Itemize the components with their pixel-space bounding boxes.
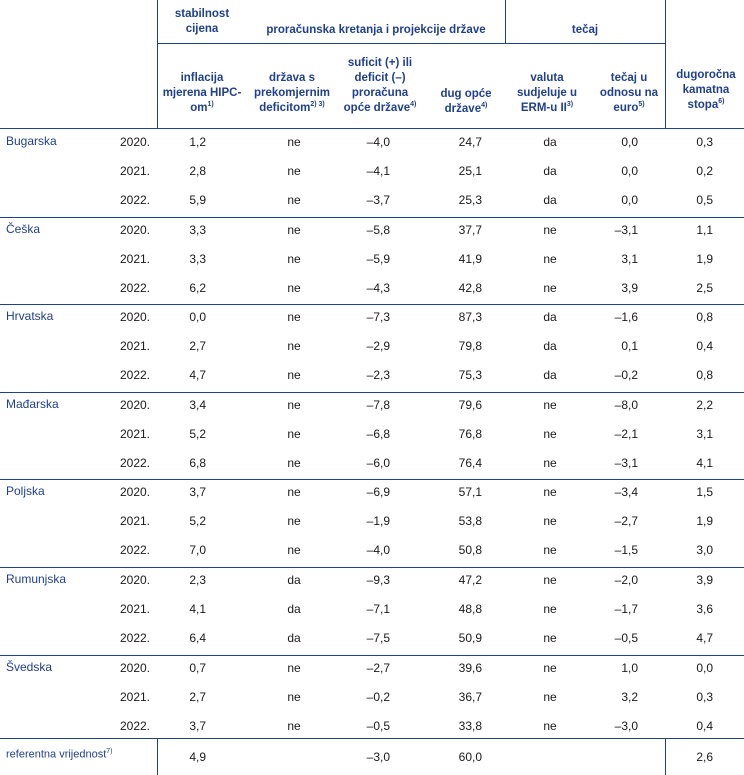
cell-debt: 75,3 [458,368,482,382]
group-rule [0,567,744,568]
cell-fx: –0,2 [614,368,638,382]
cell-erm: da [543,310,557,324]
header-debt: dug opće države$^{4)}$ [440,88,492,115]
cell-surplus: –7,5 [366,631,390,645]
cell-hicp: 5,9 [189,193,206,207]
cell-rate: 0,5 [696,193,713,207]
reference-debt: 60,0 [458,750,482,764]
country-name: Hrvatska [6,309,54,323]
header-exchange: tečaj [571,24,599,36]
cell-year: 2021. [119,690,150,704]
cell-debt: 47,2 [458,573,482,587]
cell-debt: 76,8 [458,427,482,441]
cell-year: 2022. [119,456,150,470]
cell-hicp: 4,1 [189,602,206,616]
cell-excessive: da [287,602,301,616]
cell-fx: –3,1 [614,456,638,470]
cell-year: 2020. [119,661,150,675]
cell-excessive: ne [287,193,301,207]
cell-excessive: ne [287,690,301,704]
cell-year: 2021. [119,427,150,441]
cell-surplus: –4,3 [366,281,390,295]
cell-erm: ne [543,485,557,499]
cell-hicp: 3,7 [189,719,206,733]
cell-debt: 39,6 [458,661,482,675]
cell-debt: 76,4 [458,456,482,470]
country-name: Bugarska [6,134,57,148]
cell-rate: 1,1 [696,223,713,237]
cell-year: 2022. [119,543,150,557]
cell-surplus: –1,9 [366,514,390,528]
header-price-stability: stabilnost cijena [174,8,230,35]
cell-rate: 1,9 [696,252,713,266]
cell-fx: 0,0 [621,135,638,149]
cell-surplus: –4,0 [366,135,390,149]
cell-hicp: 6,2 [189,281,206,295]
col-divider [665,0,666,129]
cell-hicp: 2,3 [189,573,206,587]
cell-year: 2022. [119,281,150,295]
cell-rate: 0,8 [696,310,713,324]
reference-hicp: 4,9 [189,750,206,764]
cell-erm: ne [543,398,557,412]
cell-fx: 3,1 [621,252,638,266]
cell-rate: 0,2 [696,164,713,178]
cell-hicp: 6,4 [189,631,206,645]
cell-surplus: –7,3 [366,310,390,324]
cell-erm: da [543,164,557,178]
cell-fx: 0,0 [621,164,638,178]
cell-surplus: –7,8 [366,398,390,412]
cell-hicp: 0,7 [189,661,206,675]
cell-hicp: 3,3 [189,252,206,266]
cell-surplus: –5,9 [366,252,390,266]
cell-excessive: ne [287,135,301,149]
cell-excessive: ne [287,661,301,675]
cell-surplus: –3,7 [366,193,390,207]
cell-excessive: ne [287,164,301,178]
cell-surplus: –6,9 [366,485,390,499]
cell-excessive: ne [287,339,301,353]
cell-rate: 2,2 [696,398,713,412]
cell-excessive: ne [287,310,301,324]
header-excessive-deficit: država s prekomjernim deficitom$^{2) 3)}$ [253,72,331,114]
cell-erm: ne [543,252,557,266]
cell-fx: –3,0 [614,719,638,733]
cell-year: 2021. [119,514,150,528]
cell-fx: –2,7 [614,514,638,528]
cell-erm: ne [543,427,557,441]
cell-erm: ne [543,602,557,616]
country-name: Švedska [6,660,53,674]
cell-year: 2020. [119,398,150,412]
cell-erm: ne [543,514,557,528]
cell-fx: –1,5 [614,543,638,557]
cell-hicp: 0,0 [189,310,206,324]
cell-rate: 3,9 [696,573,713,587]
cell-debt: 41,9 [458,252,482,266]
cell-excessive: ne [287,514,301,528]
cell-rate: 0,3 [696,690,713,704]
cell-rate: 0,4 [696,339,713,353]
cell-debt: 53,8 [458,514,482,528]
cell-hicp: 2,7 [189,690,206,704]
cell-hicp: 2,8 [189,164,206,178]
cell-erm: da [543,135,557,149]
cell-debt: 24,7 [458,135,482,149]
reference-rule [0,738,744,739]
cell-hicp: 6,8 [189,456,206,470]
cell-erm: ne [543,281,557,295]
cell-rate: 4,1 [696,456,713,470]
cell-year: 2022. [119,631,150,645]
cell-debt: 42,8 [458,281,482,295]
cell-hicp: 3,7 [189,485,206,499]
country-name: Češka [6,222,41,236]
cell-erm: ne [543,719,557,733]
cell-fx: –1,7 [614,602,638,616]
cell-year: 2021. [119,602,150,616]
cell-fx: –3,4 [614,485,638,499]
cell-debt: 50,9 [458,631,482,645]
cell-rate: 3,1 [696,427,713,441]
cell-hicp: 7,0 [189,543,206,557]
cell-excessive: ne [287,456,301,470]
cell-year: 2022. [119,719,150,733]
header-fx-rate: tečaj u odnosu na euro$^{5)}$ [599,72,659,114]
cell-debt: 36,7 [458,690,482,704]
group-rule [0,655,744,656]
header-long-rate: dugoročna kamatna stopa$^{6)}$ [676,69,736,111]
cell-debt: 25,3 [458,193,482,207]
cell-rate: 0,0 [696,661,713,675]
cell-surplus: –6,0 [366,456,390,470]
cell-debt: 33,8 [458,719,482,733]
header-surplus-deficit: suficit (+) ili deficit (–) proračuna opće države$^{4)}$ [343,57,417,114]
cell-hicp: 3,4 [189,398,206,412]
cell-excessive: ne [287,543,301,557]
cell-year: 2022. [119,193,150,207]
reference-label: referentna vrijednost$^{7)}$ [6,748,113,761]
cell-rate: 4,7 [696,631,713,645]
reference-rate: 2,6 [696,750,713,764]
cell-year: 2020. [119,223,150,237]
group-rule [0,392,744,393]
cell-year: 2020. [119,573,150,587]
cell-excessive: da [287,631,301,645]
cell-rate: 0,3 [696,135,713,149]
cell-surplus: –0,2 [366,690,390,704]
cell-hicp: 3,3 [189,223,206,237]
cell-fx: 3,2 [621,690,638,704]
cell-rate: 3,6 [696,602,713,616]
cell-surplus: –5,8 [366,223,390,237]
header-hicp: inflacija mjerena HIPC-$om^{1)}$ [162,72,242,114]
cell-fx: 0,0 [621,193,638,207]
cell-debt: 50,8 [458,543,482,557]
cell-fx: –0,5 [614,631,638,645]
cell-year: 2022. [119,368,150,382]
cell-surplus: –9,3 [366,573,390,587]
cell-rate: 0,4 [696,719,713,733]
cell-erm: ne [543,223,557,237]
cell-debt: 25,1 [458,164,482,178]
cell-erm: ne [543,573,557,587]
cell-year: 2020. [119,135,150,149]
header-subrule [157,43,665,44]
cell-surplus: –2,3 [366,368,390,382]
reference-surplus: –3,0 [366,750,390,764]
cell-hicp: 5,2 [189,427,206,441]
header-erm: valuta sudjeluje u ERM-u II$^{3)}$ [516,72,578,114]
cell-excessive: ne [287,427,301,441]
cell-hicp: 1,2 [189,135,206,149]
cell-year: 2020. [119,310,150,324]
cell-surplus: –4,1 [366,164,390,178]
cell-fx: –2,1 [614,427,638,441]
cell-fx: –3,1 [614,223,638,237]
country-name: Rumunjska [6,572,67,586]
cell-erm: ne [543,661,557,675]
cell-surplus: –4,0 [366,543,390,557]
cell-year: 2021. [119,252,150,266]
cell-hicp: 5,2 [189,514,206,528]
cell-rate: 0,8 [696,368,713,382]
group-rule [0,479,744,480]
cell-debt: 57,1 [458,485,482,499]
cell-erm: ne [543,456,557,470]
cell-erm: da [543,368,557,382]
cell-year: 2021. [119,339,150,353]
cell-rate: 3,0 [696,543,713,557]
cell-fx: 3,9 [621,281,638,295]
cell-fx: 0,1 [621,339,638,353]
cell-year: 2020. [119,485,150,499]
header-budget: proračunska kretanja i projekcije države [266,24,486,36]
cell-excessive: ne [287,485,301,499]
cell-surplus: –6,8 [366,427,390,441]
cell-rate: 1,9 [696,514,713,528]
cell-debt: 87,3 [458,310,482,324]
cell-surplus: –0,5 [366,719,390,733]
cell-erm: ne [543,543,557,557]
group-rule [0,217,744,218]
cell-excessive: ne [287,223,301,237]
country-name: Mađarska [6,397,59,411]
country-name: Poljska [6,484,45,498]
cell-excessive: ne [287,281,301,295]
cell-surplus: –2,9 [366,339,390,353]
cell-debt: 79,6 [458,398,482,412]
cell-surplus: –2,7 [366,661,390,675]
cell-rate: 2,5 [696,281,713,295]
cell-excessive: da [287,573,301,587]
cell-hicp: 4,7 [189,368,206,382]
col-divider [157,738,158,775]
header-bottom-rule [0,128,744,129]
cell-erm: da [543,339,557,353]
cell-debt: 37,7 [458,223,482,237]
cell-hicp: 2,7 [189,339,206,353]
cell-year: 2021. [119,164,150,178]
cell-fx: –8,0 [614,398,638,412]
cell-fx: –1,6 [614,310,638,324]
cell-excessive: ne [287,398,301,412]
cell-debt: 48,8 [458,602,482,616]
cell-rate: 1,5 [696,485,713,499]
group-rule [0,304,744,305]
cell-excessive: ne [287,368,301,382]
cell-fx: 1,0 [621,661,638,675]
cell-erm: ne [543,631,557,645]
cell-fx: –2,0 [614,573,638,587]
cell-surplus: –7,1 [366,602,390,616]
cell-excessive: ne [287,719,301,733]
cell-excessive: ne [287,252,301,266]
cell-erm: da [543,193,557,207]
cell-debt: 79,8 [458,339,482,353]
cell-erm: ne [543,690,557,704]
